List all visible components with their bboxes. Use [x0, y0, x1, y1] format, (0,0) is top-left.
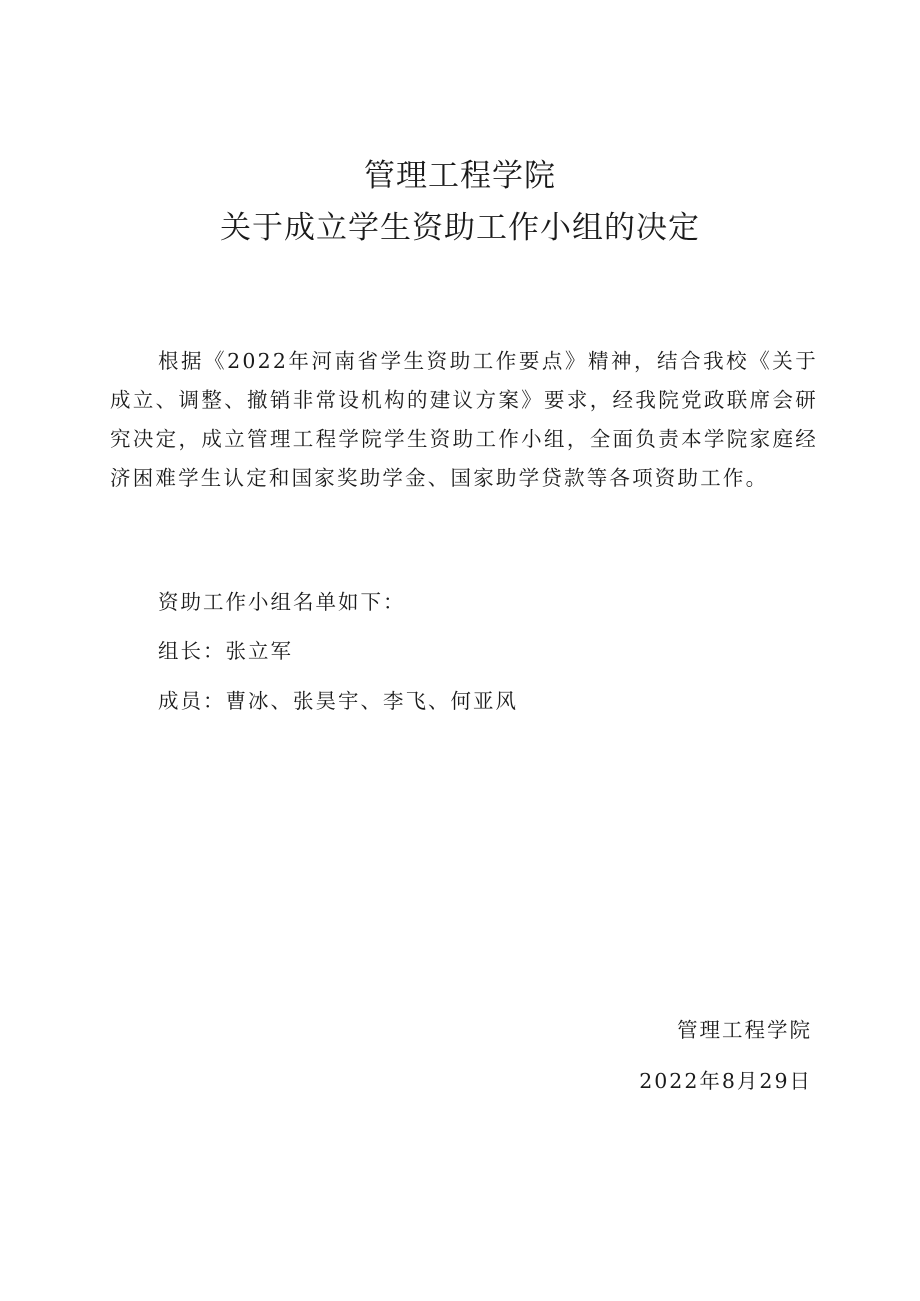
signature-date: 2022年8月29日 — [639, 1069, 812, 1093]
document-title: 关于成立学生资助工作小组的决定 — [220, 210, 700, 246]
group-members: 成员：曹冰、张昊宇、李飞、何亚风 — [158, 689, 518, 713]
list-intro: 资助工作小组名单如下： — [158, 590, 406, 614]
body-paragraph: 根据《2022年河南省学生资助工作要点》精神，结合我校《关于成立、调整、撤销非常设机构的建议方案》要求，经我院党政联席会研究决定，成立管理工程学院学生资助工作小组，全面负责本学院家庭经济困难学生认定和国家奖助学金、国家助学贷款等各项资助工作。 — [110, 349, 818, 490]
document-title-org: 管理工程学院 — [364, 158, 556, 194]
signature-org: 管理工程学院 — [677, 1018, 812, 1042]
group-leader: 组长：张立军 — [158, 639, 293, 663]
